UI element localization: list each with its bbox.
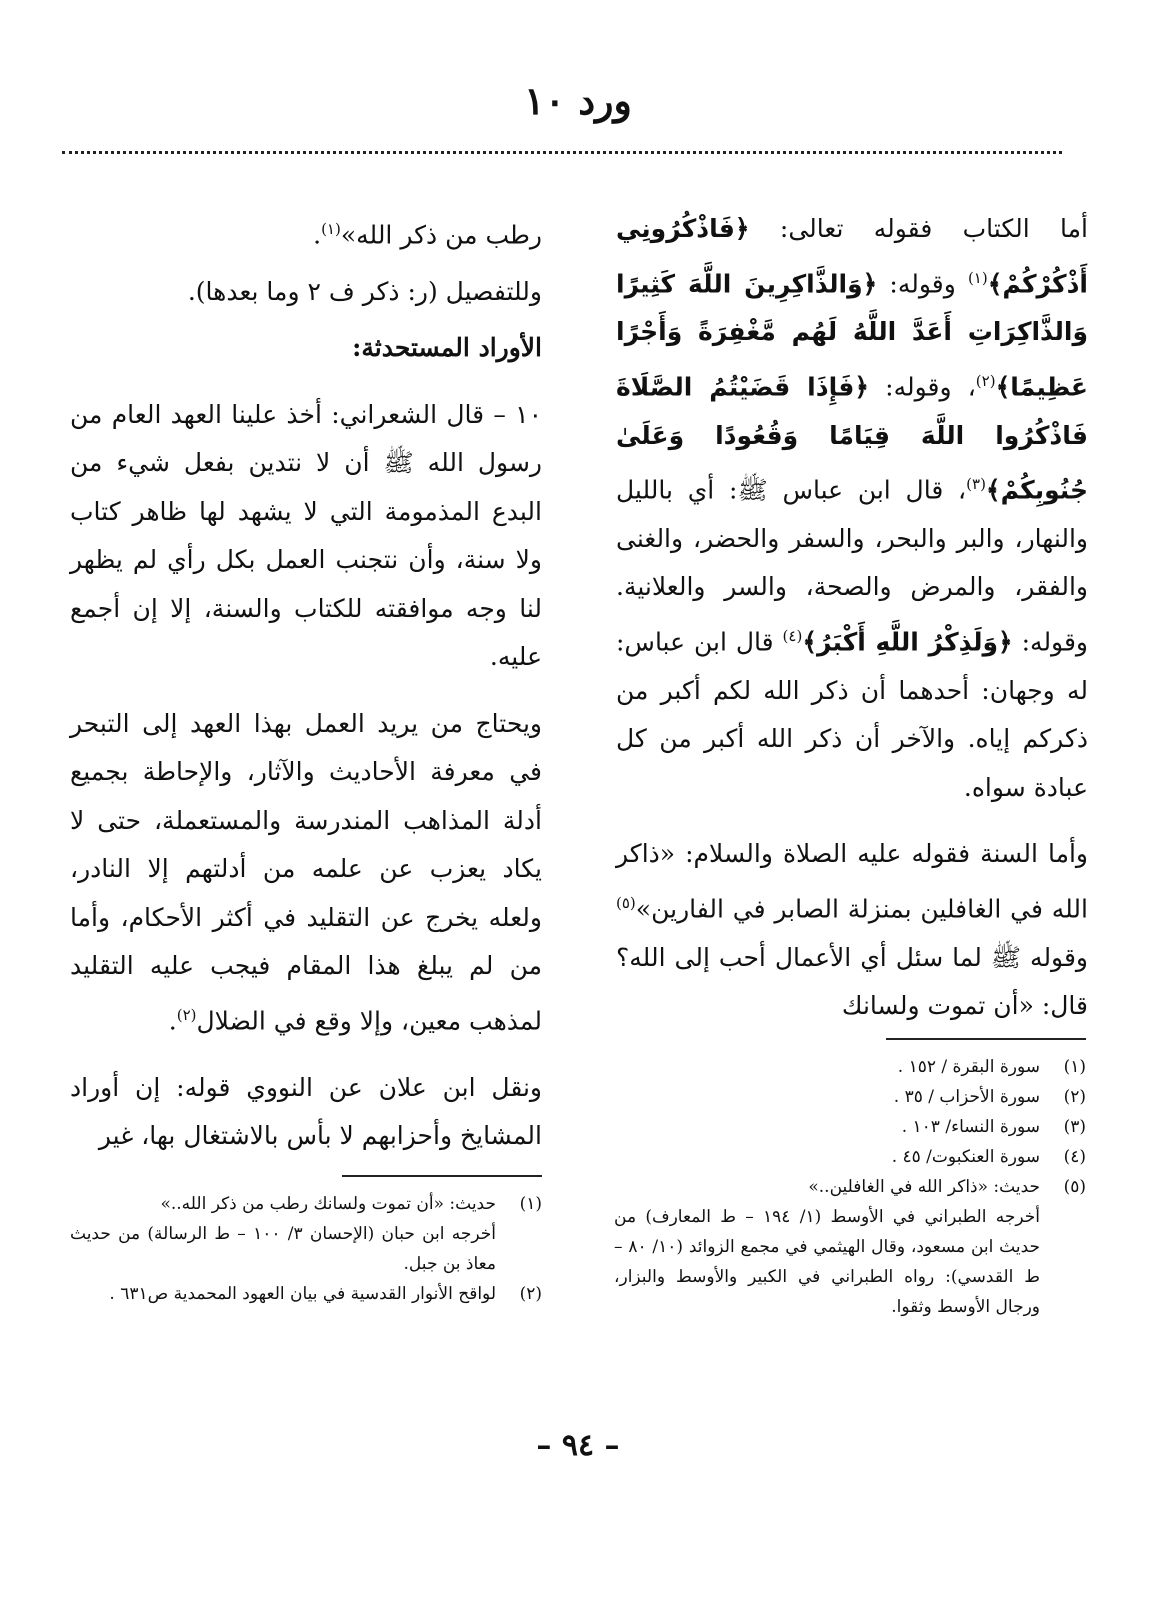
footnote-text: سورة النساء/ ١٠٣ . — [901, 1117, 1040, 1137]
paragraph-text: وأما السنة فقوله عليه الصلاة والسلام: «ذاكر الله في الغافلين بمنزلة الصابر في الفارين» — [616, 839, 1088, 924]
footnote — [70, 1279, 542, 1309]
paragraph-requirements — [70, 700, 542, 1046]
footnote-divider — [342, 1175, 542, 1177]
footnote-ref: (٣) — [966, 475, 986, 494]
quran-verse: ﴿فَاذْكُرُونِي أَذْكُرْكُمْ﴾ — [616, 214, 1088, 298]
footnote-number: (٥) — [1063, 1177, 1086, 1197]
header-dotted-divider — [62, 151, 1062, 154]
footnote-number: (١) — [519, 1194, 542, 1214]
footnote-ref: (١) — [321, 220, 341, 238]
paragraph-nawawi: ونقل ابن علان عن النووي قوله: إن أوراد المشايخ وأحزابهم لا بأس بالاشتغال بها، غير — [70, 1072, 542, 1151]
paragraph-text: ، وقوله: — [869, 372, 976, 402]
footnote-ref: (٥) — [616, 893, 636, 912]
footnote-text: حديث: «أن تموت ولسانك رطب من ذكر الله..» — [160, 1194, 496, 1214]
paragraph-text: وقوله ﷺ لما سئل أي الأعمال أحب إلى الله؟ قال: «أن تموت ولسانك — [616, 942, 1088, 1021]
quran-verse: ﴿وَلَذِكْرُ اللَّهِ أَكْبَرُ﴾ — [802, 627, 1013, 657]
footnote-ref: (١) — [967, 268, 988, 287]
footnote-text: حديث: «ذاكر الله في الغافلين..» — [808, 1177, 1040, 1197]
footnote — [614, 1142, 1086, 1172]
footnote — [614, 1112, 1086, 1142]
footnote-ref: (٢) — [975, 371, 996, 390]
paragraph-text: أما الكتاب فقوله تعالى: — [749, 214, 1088, 243]
paragraph-sunnah — [616, 830, 1088, 1030]
paragraph-text: . — [168, 1006, 177, 1036]
footnote-number: (٤) — [1063, 1147, 1086, 1167]
paragraph-sharani: ١٠ – قال الشعراني: أخذ علينا العهد العام من رسول الله ﷺ أن لا نتدين بفعل شيء من البدع المذمومة التي لا يشهد لها ظاهر كتاب ولا سنة، وأن نتجنب العمل بكل رأي لم يظهر لنا وجه موافقته للكتاب والسنة، إلا إن أجمع عليه. — [70, 399, 542, 672]
quran-verse: ﴿فَإِذَا قَضَيْتُمُ الصَّلَاةَ فَاذْكُرُوا اللَّهَ قِيَامًا وَقُعُودًا وَعَلَىٰ جُنُوبِكُمْ﴾ — [616, 372, 1088, 505]
footnote-ref: (٢) — [176, 1005, 197, 1024]
footnote-text: سورة البقرة / ١٥٢ . — [897, 1057, 1040, 1077]
paragraph-text: ويحتاج من يريد العمل بهذا العهد إلى التبحر في معرفة الأحاديث والآثار، والإحاطة بجميع أدلة المذاهب المندرسة والمستعملة، حتى لا يكاد يعزب عن علمه من أدلتهم إلا النادر، ولعله يخرج عن التقليد في أكثر الأحكام، وأما من لم يبلغ هذا المقام فيجب عليه التقليد لمذهب معين، وإلا وقع في الضلال — [70, 708, 542, 1036]
footnote-number: (٣) — [1063, 1117, 1086, 1137]
footnote-divider — [886, 1038, 1086, 1040]
paragraph-continuation — [70, 205, 542, 260]
paragraph-text: قال ابن عباس: له وجهان: أحدهما أن ذكر الله لكم أكبر من ذكركم إياه. والآخر أن ذكر الله أكبر من كل عبادة سواه. — [616, 627, 1088, 802]
paragraph-kitab — [616, 205, 1088, 812]
paragraph-text: وقوله: — [877, 268, 968, 298]
paragraph-text: ، قال ابن عباس ﷺ: أي بالليل والنهار، والبر والبحر، والسفر والحضر، والغنى والفقر، والمرض والصحة، والسر والعلانية. وقوله: — [616, 475, 1088, 657]
footnote — [614, 1052, 1086, 1082]
left-column — [70, 205, 542, 1179]
page-number: – ٩٤ – — [536, 1428, 620, 1463]
footnote-text: لواقح الأنوار القدسية في بيان العهود المحمدية ص٦٣١ . — [109, 1284, 496, 1304]
paragraph-text: رطب من ذكر الله» — [340, 220, 542, 250]
footnote-detail: أخرجه ابن حبان (الإحسان ٣/ ١٠٠ – ط الرسالة) من حديث معاذ بن جبل. — [70, 1224, 496, 1274]
footnote — [70, 1189, 542, 1219]
right-footnotes — [614, 1038, 1086, 1322]
footnote-number: (٢) — [1063, 1087, 1086, 1107]
section-heading: الأوراد المستحدثة: — [352, 333, 542, 363]
footnote-text: سورة الأحزاب / ٣٥ . — [893, 1087, 1040, 1107]
footnote-number: (١) — [1063, 1057, 1086, 1077]
quran-verse: ﴿وَالذَّاكِرِينَ اللَّهَ كَثِيرًا وَالذَّاكِرَاتِ أَعَدَّ اللَّهُ لَهُم مَّغْفِرَةً وَأَجْرًا عَظِيمًا﴾ — [616, 268, 1088, 402]
footnote-text: سورة العنكبوت/ ٤٥ . — [891, 1147, 1040, 1167]
right-column — [616, 205, 1088, 1049]
running-header-title: ورد ١٠ — [524, 78, 632, 123]
footnote — [614, 1082, 1086, 1112]
footnote — [614, 1172, 1086, 1202]
left-footnotes — [70, 1175, 542, 1309]
footnote-ref: (٤) — [782, 626, 803, 645]
footnote-number: (٢) — [519, 1284, 542, 1304]
paragraph-text: . — [313, 220, 322, 250]
footnote-detail: أخرجه الطبراني في الأوسط (١/ ١٩٤ – ط المعارف) من حديث ابن مسعود، وقال الهيثمي في مجمع الزوائد (١٠/ ٨٠ – ط القدسي): رواه الطبراني في الكبير والأوسط والبزار، ورجال الأوسط وثقوا. — [614, 1207, 1041, 1317]
paragraph-detail-reference: وللتفصيل (ر: ذكر ف ٢ وما بعدها). — [187, 276, 542, 306]
